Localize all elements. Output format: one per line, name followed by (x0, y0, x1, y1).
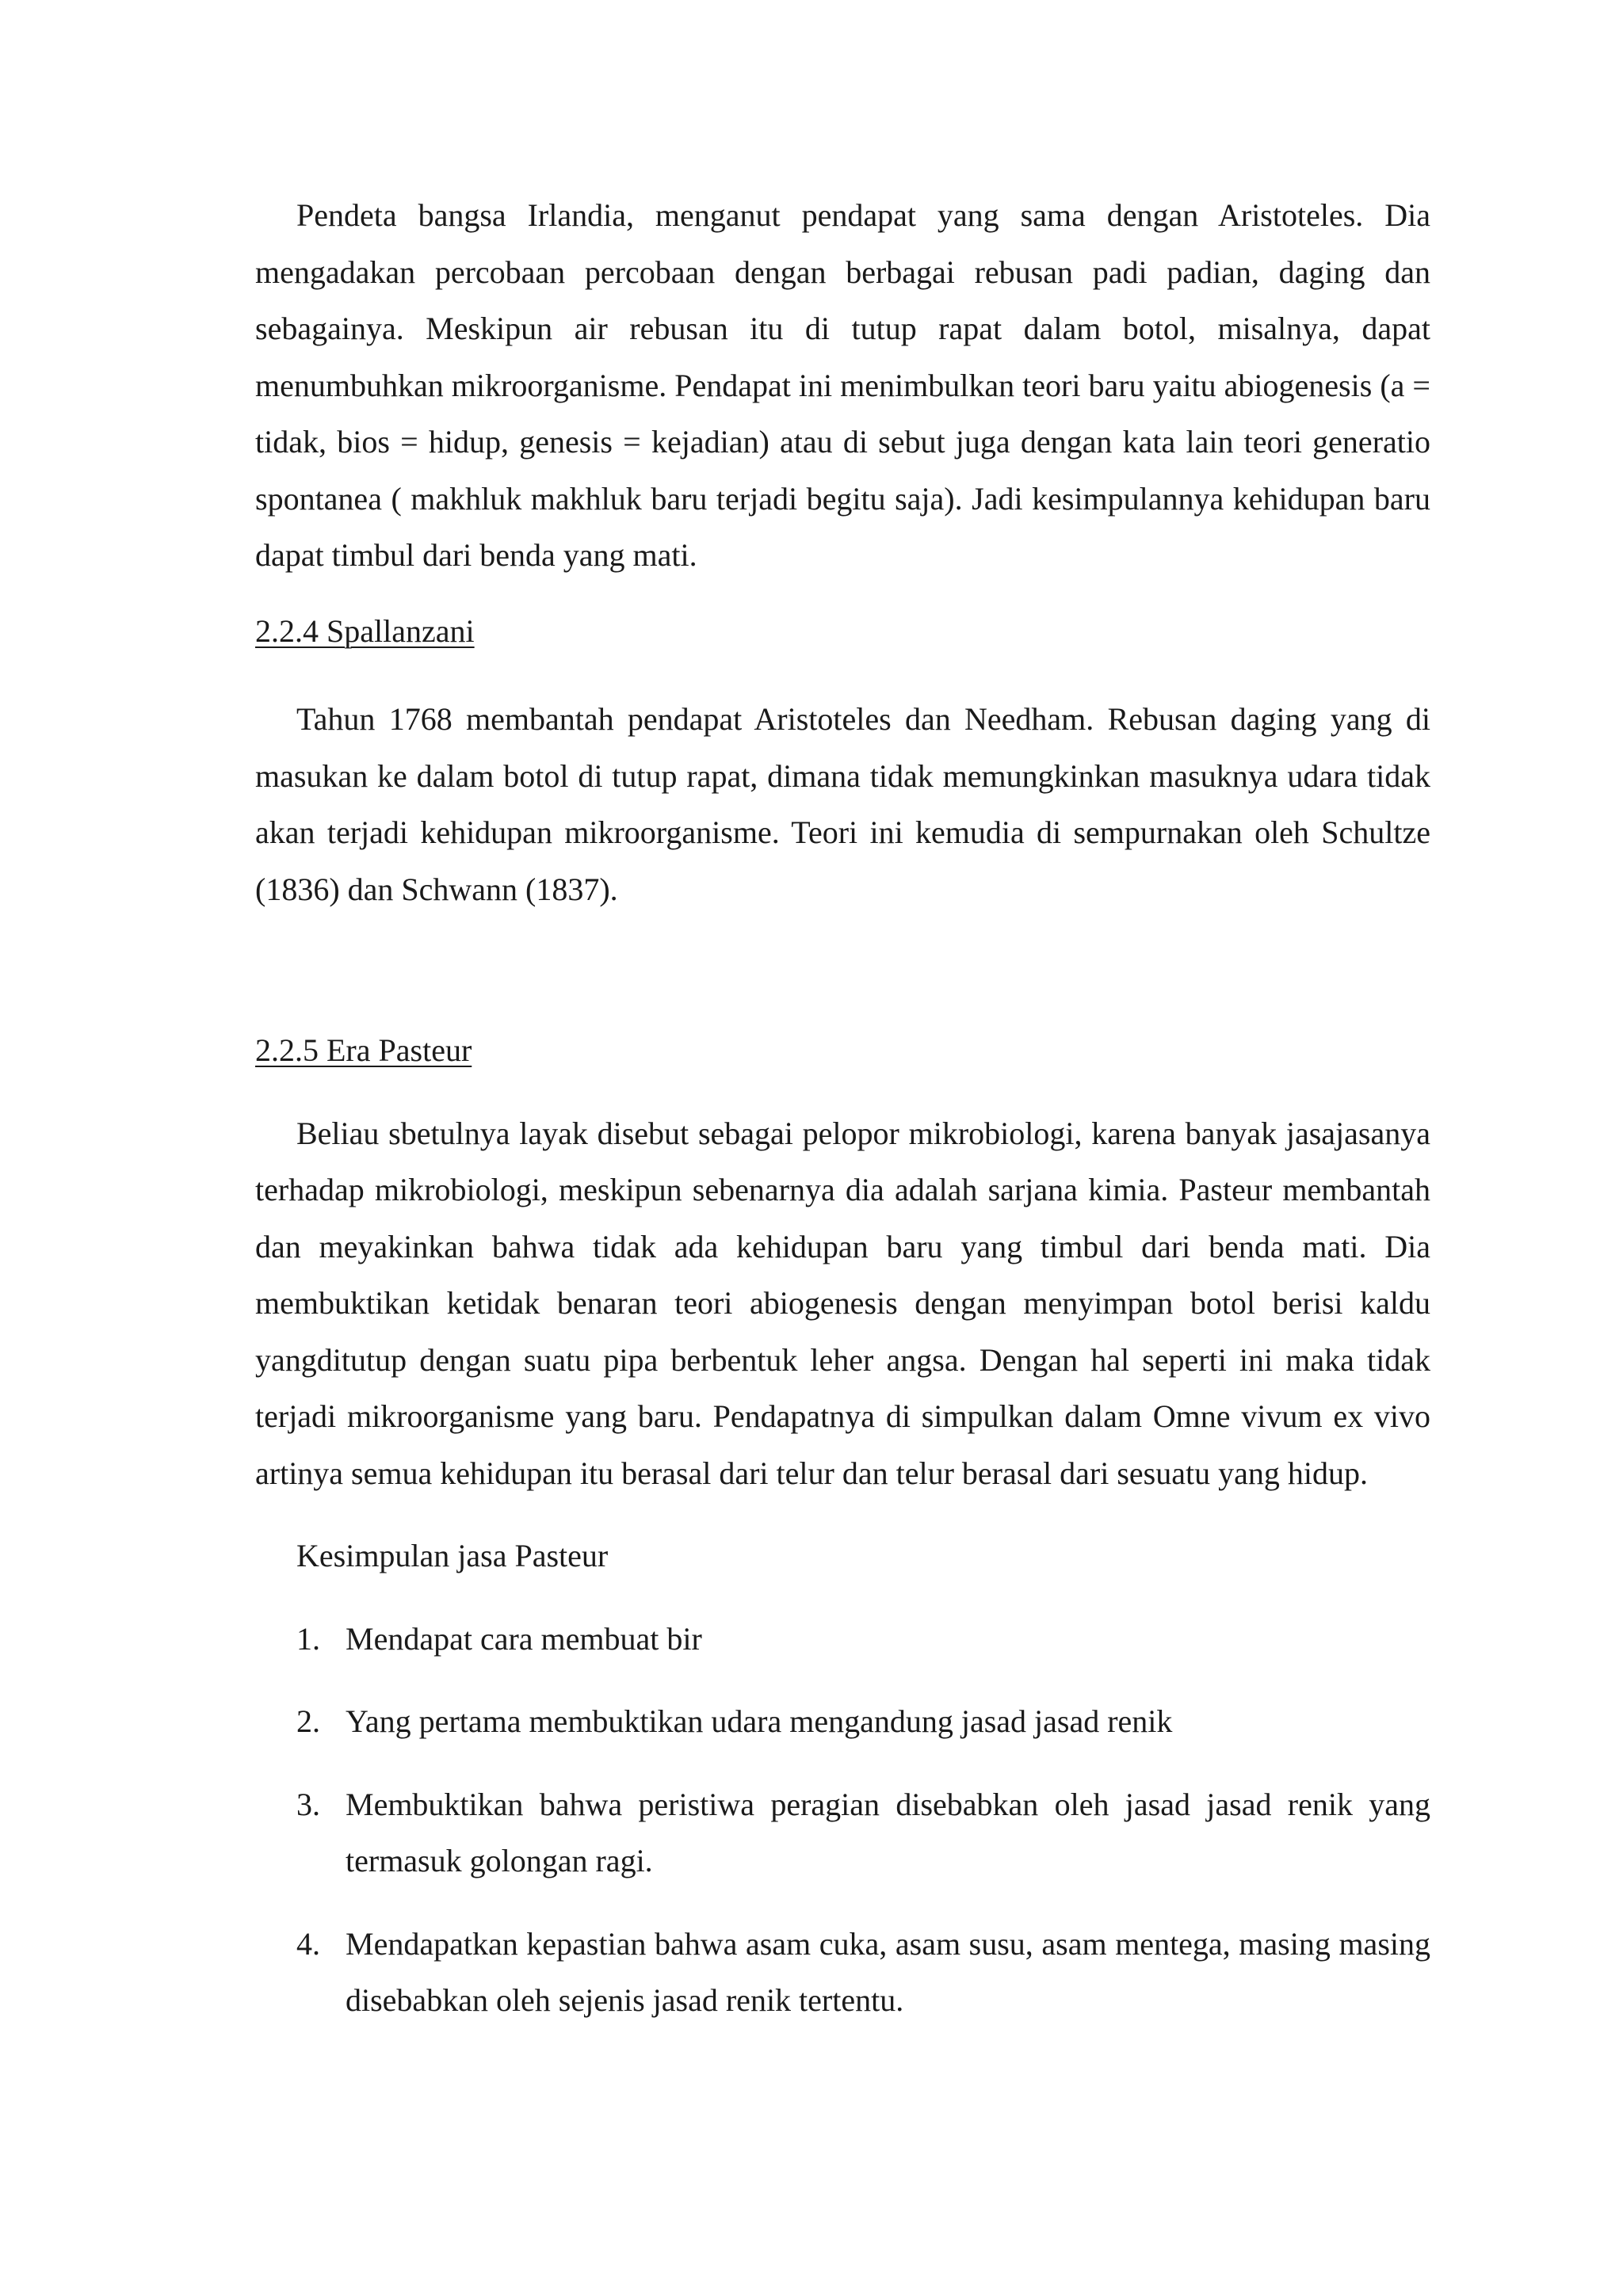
list-item-text: Yang pertama membuktikan udara mengandung jasad jasad renik (346, 1703, 1173, 1739)
pasteur-contributions-list (255, 1611, 1430, 2029)
list-intro: Kesimpulan jasa Pasteur (296, 1538, 609, 1573)
paragraph-needham: Pendeta bangsa Irlandia, menganut pendapat yang sama dengan Aristoteles. Dia mengadakan percobaan percobaan dengan berbagai rebusan padi padian, daging dan sebagainya. Meskipun air rebusan itu di tutup rapat dalam botol, misalnya, dapat menumbuhkan mikroorganisme. Pendapat ini menimbulkan teori baru yaitu abiogenesis (a = tidak, bios = hidup, genesis = kejadian) atau di sebut juga dengan kata lain teori generatio spontanea ( makhluk makhluk baru terjadi begitu saja). Jadi kesimpulannya kehidupan baru dapat timbul dari benda yang mati. (255, 197, 1430, 573)
section-heading-pasteur: 2.2.5 Era Pasteur (255, 1032, 472, 1068)
list-item (255, 1916, 1430, 2029)
list-item (255, 1611, 1430, 1668)
list-item-text: Mendapatkan kepastian bahwa asam cuka, asam susu, asam mentega, masing masing disebabkan oleh sejenis jasad renik tertentu. (346, 1925, 1430, 2018)
paragraph-spallanzani: Tahun 1768 membantah pendapat Aristoteles dan Needham. Rebusan daging yang di masukan ke dalam botol di tutup rapat, dimana tidak memungkinkan masuknya udara tidak akan terjadi kehidupan mikroorganisme. Teori ini kemudia di sempurnakan oleh Schultze (1836) dan Schwann (1837). (255, 701, 1430, 907)
list-item-number: 4. (296, 1925, 320, 1962)
section-heading-spallanzani: 2.2.4 Spallanzani (255, 612, 475, 649)
paragraph-pasteur: Beliau sbetulnya layak disebut sebagai pelopor mikrobiologi, karena banyak jasajasanya terhadap mikrobiologi, meskipun sebenarnya dia adalah sarjana kimia. Pasteur membantah dan meyakinkan bahwa tidak ada kehidupan baru yang timbul dari benda mati. Dia membuktikan ketidak benaran teori abiogenesis dengan menyimpan botol berisi kaldu yangditutup dengan suatu pipa berbentuk leher angsa. Dengan hal seperti ini maka tidak terjadi mikroorganisme yang baru. Pendapatnya di simpulkan dalam Omne vivum ex vivo artinya semua kehidupan itu berasal dari telur dan telur berasal dari sesuatu yang hidup. (255, 1115, 1430, 1491)
list-item-number: 3. (296, 1786, 320, 1822)
list-item-text: Mendapat cara membuat bir (346, 1620, 702, 1657)
list-item (255, 1693, 1430, 1750)
list-item-number: 2. (296, 1703, 320, 1739)
document-page (255, 187, 1430, 2029)
list-item-number: 1. (296, 1620, 320, 1657)
list-item-text: Membuktikan bahwa peristiwa peragian disebabkan oleh jasad jasad renik yang termasuk golongan ragi. (346, 1786, 1430, 1878)
list-item (255, 1776, 1430, 1890)
